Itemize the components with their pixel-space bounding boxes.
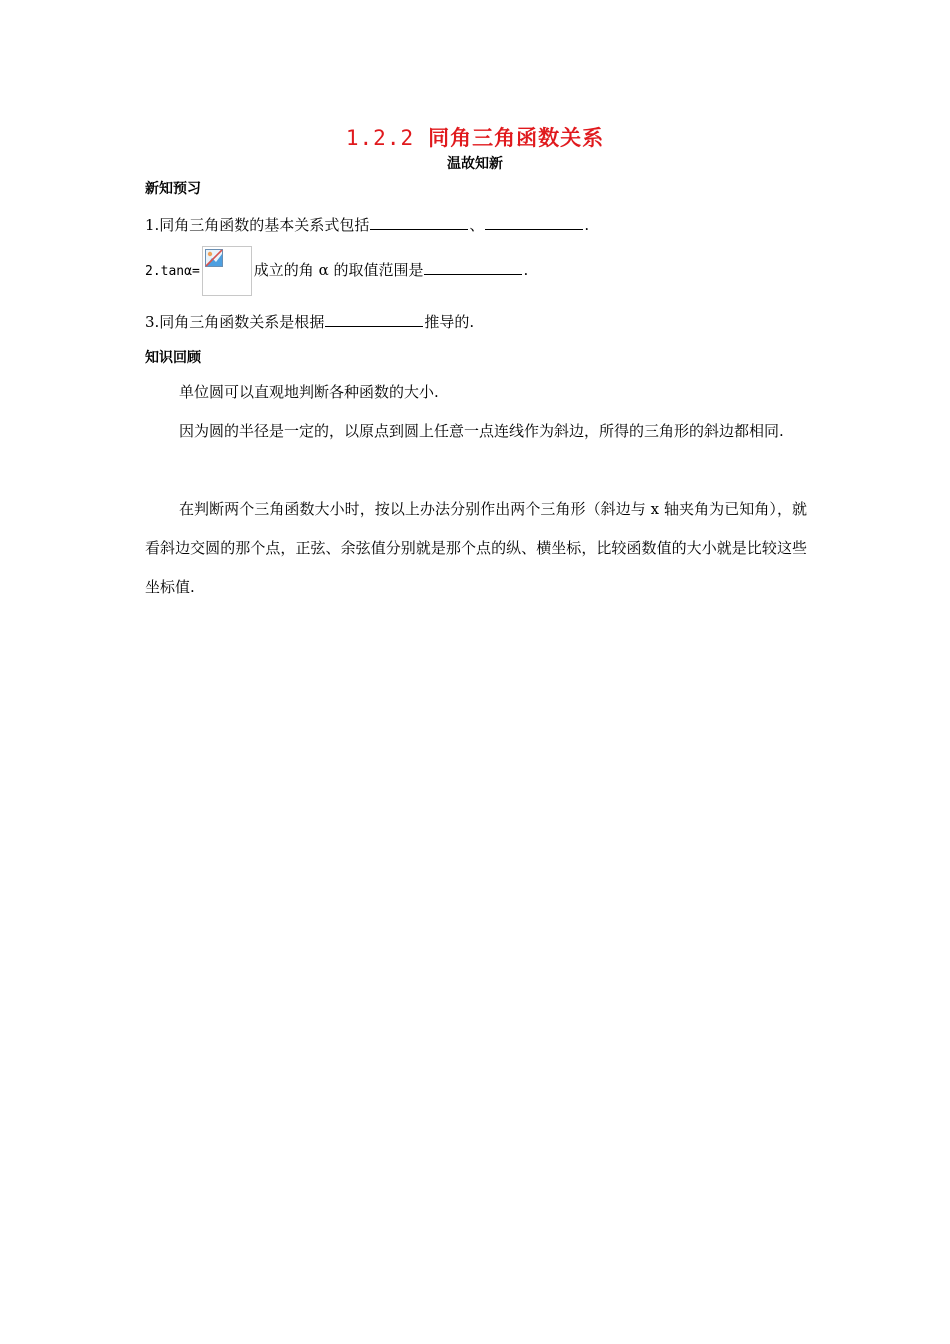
- period: .: [584, 216, 590, 234]
- formula-image: [202, 246, 252, 296]
- review-paragraph-3: 在判断两个三角函数大小时，按以上办法分别作出两个三角形（斜边与 x 轴夹角为已知角），就看斜边交圆的那个点，正弦、余弦值分别就是那个点的纵、横坐标，比较函数值的大小就是比较这些坐标值.: [145, 500, 807, 596]
- title-text: 同角三角函数关系: [428, 126, 605, 150]
- page-title: [0, 122, 950, 152]
- page-subtitle: 温故知新: [447, 156, 503, 172]
- question-3: [145, 311, 474, 332]
- review-paragraph-1: 单位圆可以直观地判断各种函数的大小.: [179, 383, 439, 401]
- separator: 、: [469, 216, 485, 234]
- review-heading: 知识回顾: [145, 350, 201, 366]
- broken-image-icon: [205, 249, 223, 267]
- review-paragraph-2: 因为圆的半径是一定的，以原点到圆上任意一点连线作为斜边，所得的三角形的斜边都相同.: [179, 422, 784, 440]
- answer-blank: [424, 260, 522, 275]
- question-2: [145, 246, 528, 296]
- answer-blank: [485, 215, 583, 230]
- question-2-lead: 2.tanα=: [145, 264, 200, 279]
- section-number: 1.2.2: [345, 126, 415, 150]
- question-3-end: 推导的.: [424, 313, 475, 331]
- preview-heading: 新知预习: [145, 181, 201, 197]
- question-2-mid: 成立的角 α 的取值范围是: [253, 261, 424, 279]
- answer-blank: [325, 312, 423, 327]
- question-1: [145, 214, 589, 235]
- period: .: [523, 261, 529, 279]
- answer-blank: [370, 215, 468, 230]
- question-3-text: 3.同角三角函数关系是根据: [145, 313, 325, 331]
- question-1-text: 1.同角三角函数的基本关系式包括: [145, 216, 370, 234]
